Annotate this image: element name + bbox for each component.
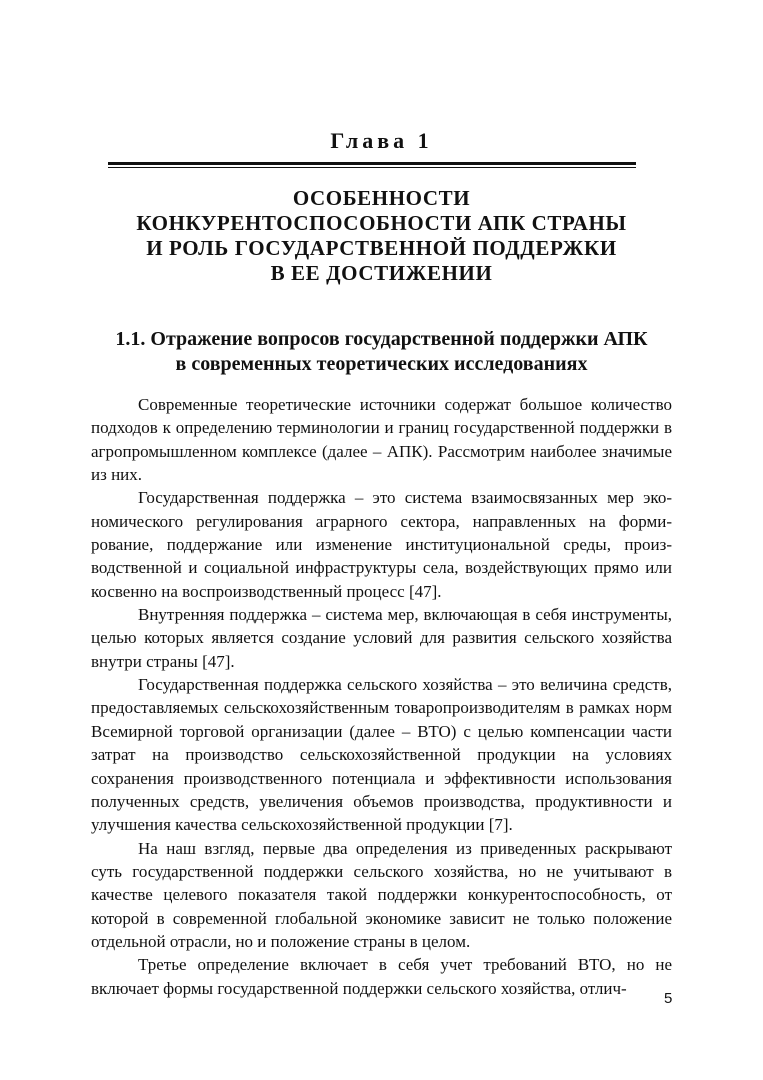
paragraph: Государственная поддержка сельского хозяйства – это величина средств, предоставляемых сельскохозяйственным товаропроизводителям в рамках норм Всемирной торговой организации (далее – ВТО) с целью компенсации части затрат на производство сельскохозяйственной продукции на условиях сохранения производственного потенциала и эффективности использования полученных средств, увеличения объемов производства, продуктивности и улучшения качества сельскохозяйственной продукции [7]. [91,675,672,835]
chapter-label: Глава 1 [330,128,433,153]
paragraph: На наш взгляд, первые два определения из приведенных раскрывают суть государственной поддержки сельского хозяйства, но не учитывают в качестве целевого показателя такой поддержки конкурентоспособность, от которой в современной глобальной экономике зависит не только положение отдельной отрасли, но и положение страны в целом. [91,838,672,951]
section-title-line: 1.1. Отражение вопросов государственной поддержки АПК [115,328,648,350]
chapter-title-line: ОСОБЕННОСТИ [292,186,471,210]
paragraph: Современные теоретические источники содержат большое количество подходов к определению терминологии и границ государственной поддержки в агропромышленном комплексе (далее – АПК). Рассмотрим наиболее значимые из них. [91,395,672,485]
chapter-title-line: КОНКУРЕНТОСПОСОБНОСТИ АПК СТРАНЫ [136,211,627,235]
section-title [60,327,703,377]
chapter-divider-thick [108,162,636,165]
page-number: 5 [664,990,673,1007]
chapter-title [60,186,703,286]
paragraph: Третье определение включает в себя учет требований ВТО, но не включает формы государственной поддержки сельского хозяйства, отлич- [91,955,672,998]
body-text [91,393,672,1000]
section-title-line: в современных теоретических исследованиях [175,353,588,375]
chapter-title-line: И РОЛЬ ГОСУДАРСТВЕННОЙ ПОДДЕРЖКИ [146,236,617,260]
chapter-divider-thin [108,167,636,168]
paragraph: Внутренняя поддержка – система мер, включающая в себя инструменты, целью которых является создание условий для развития сельского хозяйства внутри страны [47]. [91,605,672,671]
chapter-title-line: В ЕЕ ДОСТИЖЕНИИ [270,261,493,285]
paragraph: Государственная поддержка – это система взаимосвязанных мер экономического регулирования аграрного сектора, направленных на формирование, поддержание или изменение институциональной среды, производственной и социальной инфраструктуры села, воздействующих прямо или косвенно на воспроизводственный процесс [47]. [91,488,672,601]
